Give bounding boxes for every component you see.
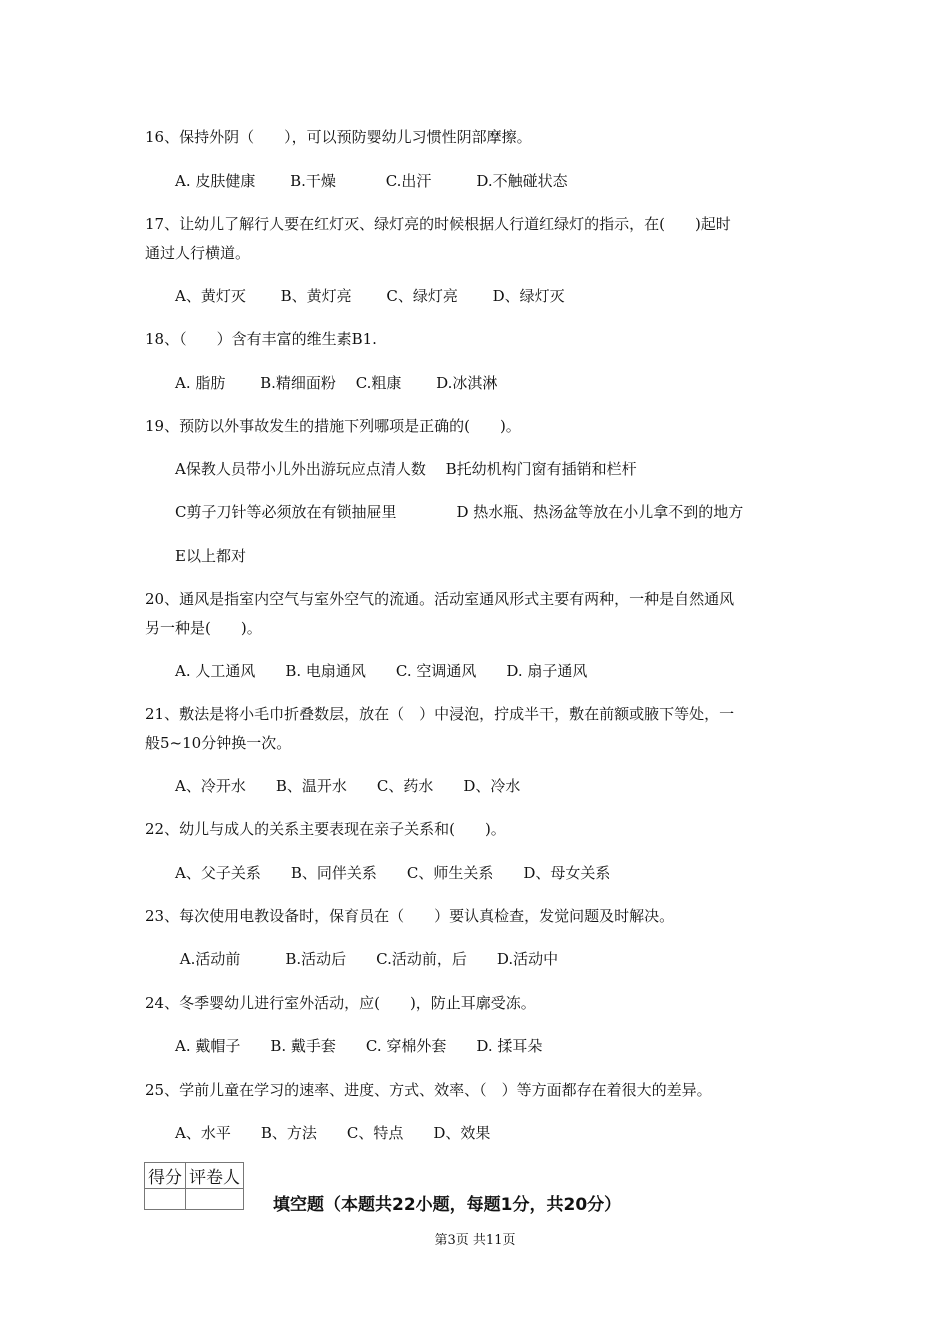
grader-label: 评卷人	[186, 1163, 244, 1189]
question-18-text: 18、（ ）含有丰富的维生素B1.	[145, 330, 377, 348]
question-22-text: 22、幼儿与成人的关系主要表现在亲子关系和( )。	[145, 820, 506, 838]
question-17-text: 17、让幼儿了解行人要在红灯灭、绿灯亮的时候根据人行道红绿灯的指示，在( )起时	[145, 215, 731, 233]
question-17-options: A、黄灯灭 B、黄灯亮 C、绿灯亮 D、绿灯灭	[175, 287, 565, 305]
question-19-option-cd: C剪子刀针等必须放在有锁抽屉里 D 热水瓶、热汤盆等放在小儿拿不到的地方	[175, 503, 744, 521]
question-20-text: 20、通风是指室内空气与室外空气的流通。活动室通风形式主要有两种，一种是自然通风	[145, 590, 735, 608]
question-18-options: A. 脂肪 B.精细面粉 C.粗康 D.冰淇淋	[175, 374, 498, 392]
question-17-text-cont: 通过人行横道。	[145, 244, 251, 262]
question-21-text: 21、敷法是将小毛巾折叠数层，放在（ ）中浸泡，拧成半干，敷在前额或腋下等处，一	[145, 705, 735, 723]
question-25-text: 25、学前儿童在学习的速率、进度、方式、效率、（ ）等方面都存在着很大的差异。	[145, 1081, 712, 1099]
question-20-options: A. 人工通风 B. 电扇通风 C. 空调通风 D. 扇子通风	[175, 662, 588, 680]
question-16-text: 16、保持外阴（ ），可以预防婴幼儿习惯性阴部摩擦。	[145, 128, 532, 146]
question-19-option-e: E以上都对	[175, 547, 246, 565]
question-22-options: A、父子关系 B、同伴关系 C、师生关系 D、母女关系	[175, 864, 611, 882]
question-21-options: A、冷开水 B、温开水 C、药水 D、冷水	[175, 777, 521, 795]
question-24-options: A. 戴帽子 B. 戴手套 C. 穿棉外套 D. 揉耳朵	[175, 1037, 543, 1055]
question-23-text: 23、每次使用电教设备时，保育员在（ ）要认真检查，发觉问题及时解决。	[145, 907, 675, 925]
question-16-options: A. 皮肤健康 B.干燥 C.出汗 D.不触碰状态	[175, 172, 568, 190]
question-21-text-cont: 般5~10分钟换一次。	[145, 734, 292, 752]
score-cell	[145, 1189, 186, 1210]
page-footer: 第3页 共11页	[434, 1233, 516, 1248]
question-25-options: A、水平 B、方法 C、特点 D、效果	[175, 1124, 491, 1142]
question-19-option-ab: A保教人员带小儿外出游玩应点清人数 B托幼机构门窗有插销和栏杆	[175, 460, 637, 478]
question-23-options: A.活动前 B.活动后 C.活动前，后 D.活动中	[175, 950, 559, 968]
question-20-text-cont: 另一种是( )。	[145, 619, 262, 637]
score-box	[144, 1162, 244, 1210]
section-title: 填空题（本题共22小题，每题1分，共20分）	[273, 1195, 622, 1215]
question-19-text: 19、预防以外事故发生的措施下列哪项是正确的( )。	[145, 417, 521, 435]
score-label: 得分	[145, 1163, 186, 1189]
question-24-text: 24、冬季婴幼儿进行室外活动，应( )，防止耳廓受冻。	[145, 994, 536, 1012]
grader-cell	[186, 1189, 244, 1210]
